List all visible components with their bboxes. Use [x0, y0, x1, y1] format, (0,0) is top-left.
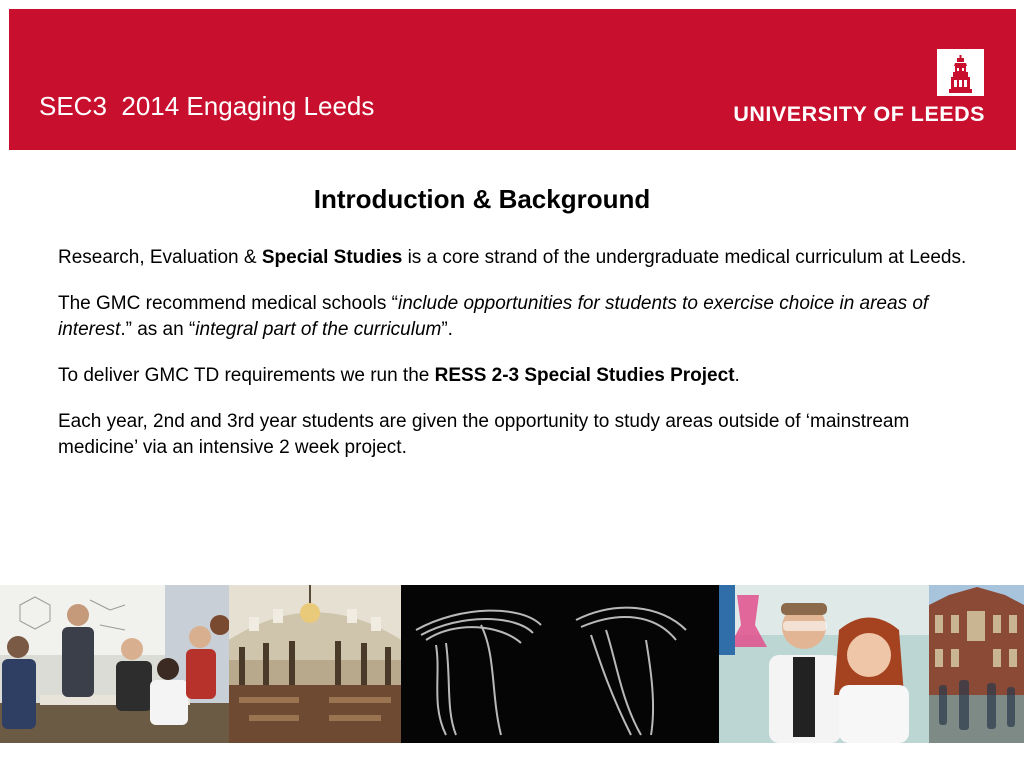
- slide-title: Introduction & Background: [313, 184, 651, 214]
- university-logo-text: UNIVERSITY OF LEEDS: [733, 102, 985, 126]
- photo-classroom: [0, 585, 229, 743]
- p2-text-c: .” as an “: [120, 319, 196, 340]
- photo-strip: [0, 585, 1024, 743]
- paragraph-3: [58, 363, 978, 389]
- p3-bold-project: RESS 2-3 Special Studies Project: [434, 365, 735, 386]
- paragraph-1: [58, 245, 978, 271]
- paragraph-2: [58, 291, 978, 343]
- p3-text-a: To deliver GMC TD requirements we run the: [58, 365, 435, 386]
- presentation-title: SEC3 2014 Engaging Leeds: [39, 91, 375, 121]
- p2-italic-integral: integral part of the curriculum: [195, 319, 442, 340]
- photo-lab-students: [719, 585, 929, 743]
- p1-text-a: Research, Evaluation &: [58, 247, 262, 268]
- p2-text-e: ”.: [441, 319, 453, 340]
- university-crest-icon: [937, 49, 984, 96]
- header-banner: [9, 9, 1016, 150]
- paragraph-4: Each year, 2nd and 3rd year students are given the opportunity to study areas outside of ‘mainstream medicine’ via an intensive 2 week project.: [58, 411, 910, 458]
- p1-text-c: is a core strand of the undergraduate medical curriculum at Leeds.: [402, 247, 967, 268]
- photo-motion-trails: [401, 585, 719, 743]
- p3-text-c: .: [734, 365, 740, 386]
- photo-library-dome: [229, 585, 401, 743]
- p1-bold-special-studies: Special Studies: [261, 247, 403, 268]
- p2-text-a: The GMC recommend medical schools “: [58, 293, 398, 314]
- photo-university-building: [929, 585, 1024, 743]
- p2-italic-quote: include opportunities for students to exercise choice in areas of interest: [58, 293, 929, 340]
- body-text: [58, 245, 978, 481]
